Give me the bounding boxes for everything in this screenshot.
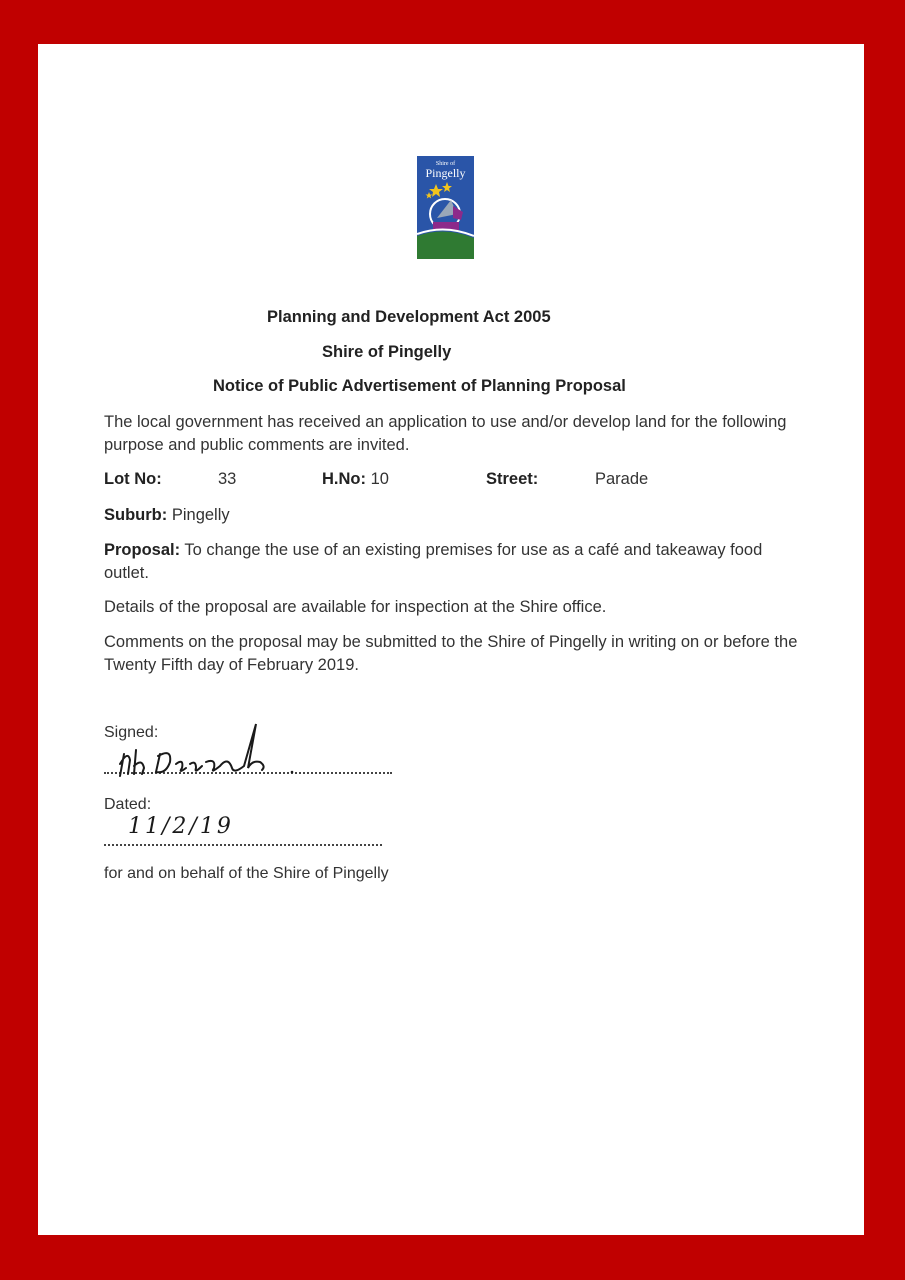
- lot-value: 33: [218, 470, 237, 488]
- shire-heading: Shire of Pingelly: [322, 343, 452, 361]
- suburb-label: Suburb:: [104, 506, 168, 524]
- details-paragraph: Details of the proposal are available for inspection at the Shire office.: [104, 598, 607, 616]
- proposal-label: Proposal:: [104, 541, 181, 559]
- act-heading: Planning and Development Act 2005: [267, 308, 551, 326]
- dated-label: Dated:: [104, 796, 152, 813]
- behalf-text: for and on behalf of the Shire of Pingelly: [104, 865, 389, 882]
- notice-heading: Notice of Public Advertisement of Planning Proposal: [213, 377, 626, 395]
- hno-field: [322, 470, 389, 489]
- date-line: [104, 844, 382, 846]
- notice-page: [38, 44, 864, 1235]
- street-field: [486, 470, 538, 489]
- logo-small-text: Shire of: [435, 161, 456, 167]
- intro-paragraph: The local government has received an application to use and/or develop land for the following purpose and public comments are invited.: [104, 413, 787, 454]
- street-value: Parade: [595, 470, 649, 488]
- logo-large-text: Pingelly: [425, 166, 466, 180]
- street-label: Street:: [486, 470, 539, 488]
- handwritten-date: 11/2/19: [128, 814, 234, 839]
- hno-label: H.No:: [322, 470, 366, 488]
- proposal-paragraph: [104, 539, 804, 585]
- comments-paragraph: Comments on the proposal may be submitted to the Shire of Pingelly in writing on or before the Twenty Fifth day of February 2019.: [104, 633, 798, 674]
- suburb-field: [104, 506, 230, 525]
- handwritten-signature: [116, 720, 296, 780]
- proposal-text: To change the use of an existing premises for use as a café and takeaway food outlet.: [104, 541, 763, 582]
- shire-logo: [417, 156, 474, 259]
- lot-label: Lot No:: [104, 470, 162, 488]
- signed-label: Signed:: [104, 724, 159, 741]
- hno-value: 10: [370, 470, 389, 488]
- lot-field: [104, 470, 162, 489]
- suburb-value: Pingelly: [171, 506, 230, 524]
